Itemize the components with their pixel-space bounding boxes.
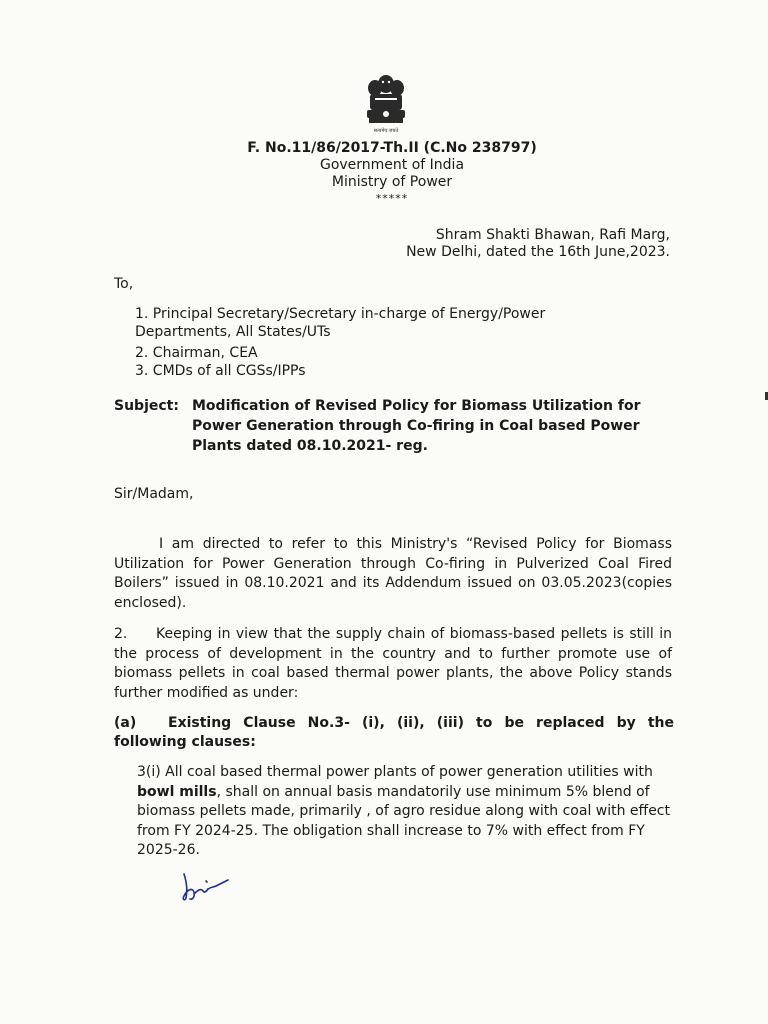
- header-separator: *****: [375, 192, 409, 205]
- address-line-2: New Delhi, dated the 16th June,2023.: [406, 244, 670, 260]
- subject-line-1: Modification of Revised Policy for Biomass Utilization for: [192, 398, 641, 414]
- to-label: To,: [114, 276, 134, 292]
- clause-3i-bold: bowl mills: [137, 783, 217, 800]
- government-name: Government of India: [319, 157, 465, 173]
- address-line-1: Shram Shakti Bhawan, Rafi Marg,: [435, 227, 670, 243]
- paragraph-1: I am directed to refer to this Ministry's “Revised Policy for Biomass Utilization for Power Generation through Co-firing in Pulverized Coal Fired Boilers” issued in 08.10.2021 and its Addendum issued on 03.05.2023(copies enclosed).: [114, 536, 672, 611]
- salutation: Sir/Madam,: [114, 486, 194, 502]
- paragraph-2: [114, 625, 672, 703]
- handwritten-signature: [176, 870, 232, 906]
- clause-heading-tag: (a): [114, 715, 137, 731]
- national-emblem-logo: [361, 70, 411, 136]
- subject-line-3: Plants dated 08.10.2021- reg.: [192, 438, 428, 454]
- clause-3i-prefix: 3(i) All coal based thermal power plants of power generation utilities with: [137, 764, 653, 780]
- subject-block: [114, 396, 674, 456]
- file-number: F. No.11/86/2017-Th.II (C.No 238797): [247, 140, 537, 156]
- ministry-name: Ministry of Power: [331, 174, 453, 190]
- subject-label: Subject:: [114, 398, 179, 414]
- subject-line-2: Power Generation through Co-firing in Coal based Power: [192, 418, 640, 434]
- clause-heading-text: Existing Clause No.3- (i), (ii), (iii) to be replaced by the following clauses:: [114, 715, 674, 750]
- recipient-3: 3. CMDs of all CGSs/IPPs: [135, 363, 306, 379]
- recipient-1-continued: Departments, All States/UTs: [135, 324, 331, 340]
- emblem-motto: सत्यमेव जयते: [373, 128, 399, 134]
- clause-heading: [114, 714, 674, 752]
- recipient-2: 2. Chairman, CEA: [135, 345, 258, 361]
- paragraph-2-number: 2.: [114, 626, 128, 642]
- clause-3i: [137, 763, 672, 861]
- recipient-1: 1. Principal Secretary/Secretary in-charge of Energy/Power: [135, 306, 546, 322]
- paragraph-2-text: Keeping in view that the supply chain of biomass-based pellets is still in the process of development in the country and to further promote use of biomass pellets in coal based thermal power plants, the above Policy stands further modified as under:: [114, 626, 672, 701]
- clause-3i-suffix: , shall on annual basis mandatorily use minimum 5% blend of biomass pellets made, primarily , of agro residue along with coal with effect from FY 2024-25. The obligation shall increase to 7% with effect from FY 2025-26.: [137, 783, 670, 858]
